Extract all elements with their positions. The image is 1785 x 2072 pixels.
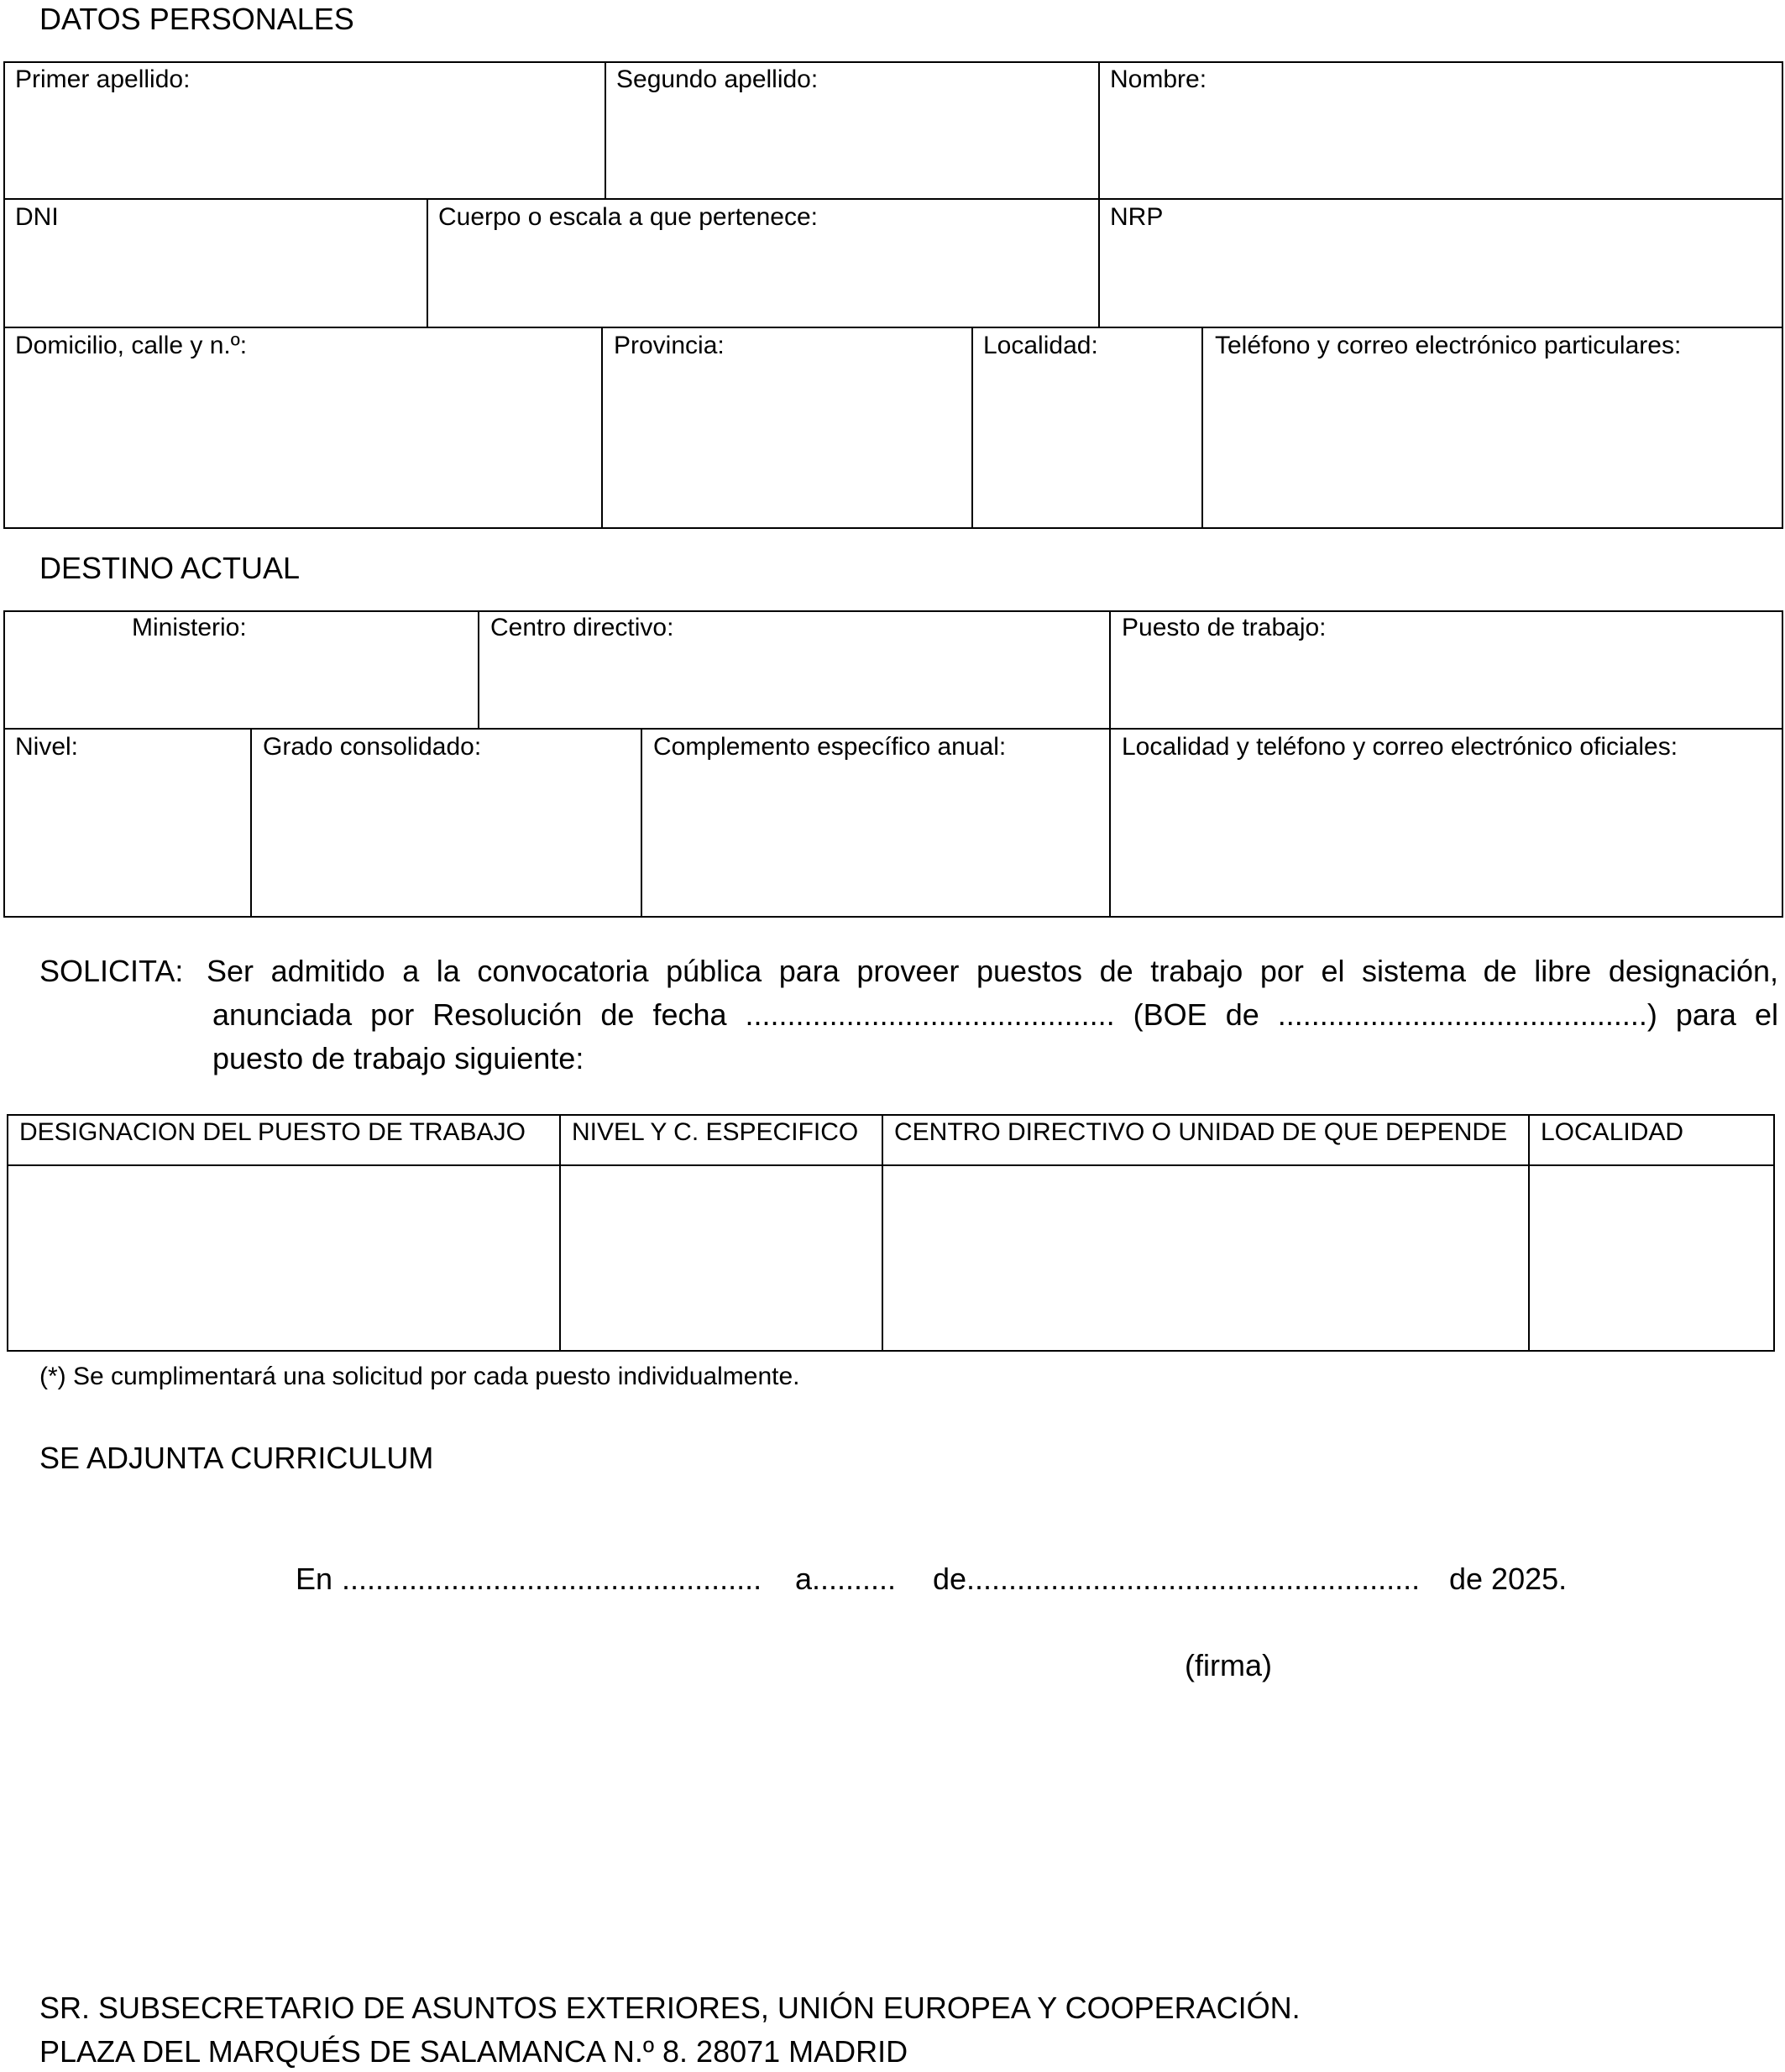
signature-firma: (firma) — [1185, 1648, 1272, 1682]
first-surname-label: Primer apellido: — [15, 65, 191, 93]
addressee-line-2: PLAZA DEL MARQUÉS DE SALAMANCA N.º 8. 28071 MADRID — [39, 2034, 908, 2069]
locality-label: Localidad: — [983, 332, 1098, 359]
official-contact-label: Localidad y teléfono y correo electrónico oficiales: — [1122, 733, 1678, 761]
first-surname-field[interactable] — [15, 109, 594, 185]
signature-day: a.......... — [795, 1562, 897, 1596]
personal-contact-field[interactable] — [1215, 378, 1773, 512]
divider — [605, 61, 606, 199]
divider — [1201, 327, 1203, 529]
level-label: Nivel: — [15, 733, 79, 761]
attach-cv-notice: SE ADJUNTA CURRICULUM — [39, 1441, 434, 1475]
section-title-current-post: DESTINO ACTUAL — [39, 551, 301, 585]
divider — [3, 327, 1783, 328]
directorate-field[interactable] — [490, 655, 1099, 720]
second-surname-field[interactable] — [616, 109, 1086, 185]
signature-en: En — [296, 1562, 333, 1596]
name-label: Nombre: — [1110, 65, 1207, 93]
second-surname-label: Segundo apellido: — [616, 65, 819, 93]
ministry-field[interactable] — [15, 655, 468, 720]
grade-label: Grado consolidado: — [263, 733, 482, 761]
directorate-label: Centro directivo: — [490, 614, 674, 641]
divider — [250, 729, 252, 918]
post-designation-field[interactable] — [18, 1175, 552, 1340]
divider — [3, 198, 1783, 200]
address-field[interactable] — [15, 378, 590, 512]
locality-field[interactable] — [983, 378, 1193, 512]
signature-place-dots: .................................................. — [342, 1562, 762, 1596]
post-locality-field[interactable] — [1540, 1175, 1768, 1340]
addressee-line-1: SR. SUBSECRETARIO DE ASUNTOS EXTERIORES, UNIÓN EUROPEA Y COOPERACIÓN. — [39, 1991, 1301, 2025]
name-field[interactable] — [1110, 109, 1773, 185]
request-label: SOLICITA: — [39, 954, 184, 988]
address-label: Domicilio, calle y n.º: — [15, 332, 248, 359]
table-header: NIVEL Y C. ESPECIFICO — [572, 1118, 859, 1146]
ministry-label: Ministerio: — [132, 614, 247, 641]
signature-month: de...................................................... — [933, 1562, 1421, 1596]
table-header: LOCALIDAD — [1541, 1118, 1684, 1146]
divider — [882, 1114, 883, 1352]
post-label: Puesto de trabajo: — [1122, 614, 1327, 641]
personal-contact-label: Teléfono y correo electrónico particulares: — [1215, 332, 1682, 359]
divider — [3, 728, 1783, 730]
divider — [601, 327, 603, 529]
divider — [427, 199, 428, 327]
divider — [1109, 610, 1111, 918]
complement-label: Complemento específico anual: — [653, 733, 1007, 761]
request-line-1: Ser admitido a la convocatoria pública para proveer puestos de trabajo por el sistema de libre designación, — [207, 954, 1778, 988]
divider — [559, 1114, 561, 1352]
footnote: (*) Se cumplimentará una solicitud por cada puesto individualmente. — [39, 1363, 800, 1390]
post-level-field[interactable] — [571, 1175, 875, 1340]
divider — [478, 610, 479, 729]
signature-year: de 2025. — [1449, 1562, 1568, 1596]
nrp-field[interactable] — [1110, 243, 1773, 317]
post-field[interactable] — [1122, 655, 1773, 720]
dni-field[interactable] — [15, 243, 418, 317]
request-line-2: anunciada por Resolución de fecha ............................................ (BOE de ............................................) para el — [212, 997, 1778, 1032]
divider — [1098, 61, 1100, 327]
province-label: Provincia: — [614, 332, 725, 359]
table-header: DESIGNACION DEL PUESTO DE TRABAJO — [19, 1118, 526, 1146]
province-field[interactable] — [614, 378, 962, 512]
divider — [641, 729, 642, 918]
divider — [1528, 1114, 1530, 1352]
dni-label: DNI — [15, 203, 59, 231]
grade-field[interactable] — [263, 781, 632, 907]
table-header: CENTRO DIRECTIVO O UNIDAD DE QUE DEPENDE — [894, 1118, 1508, 1146]
corps-field[interactable] — [438, 243, 1085, 317]
request-line-3: puesto de trabajo siguiente: — [212, 1041, 584, 1075]
corps-label: Cuerpo o escala a que pertenece: — [438, 203, 818, 231]
divider — [7, 1164, 1775, 1166]
section-title-personal: DATOS PERSONALES — [39, 2, 354, 36]
level-field[interactable] — [15, 781, 242, 907]
post-directorate-field[interactable] — [893, 1175, 1521, 1340]
complement-field[interactable] — [653, 781, 1098, 907]
official-contact-field[interactable] — [1122, 781, 1773, 907]
divider — [971, 327, 973, 529]
nrp-label: NRP — [1110, 203, 1164, 231]
